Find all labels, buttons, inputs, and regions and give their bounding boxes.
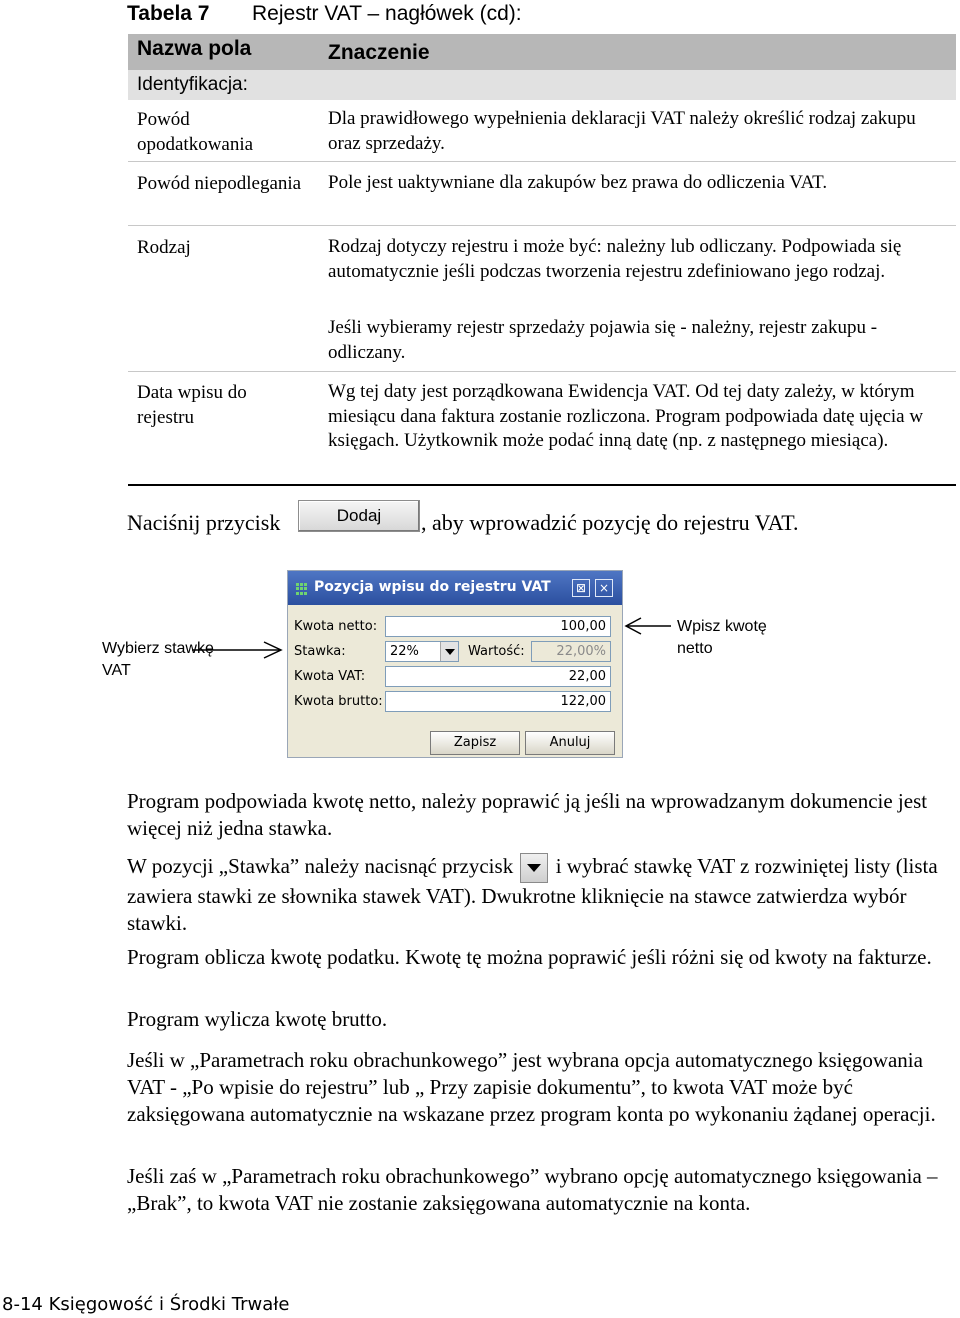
label-value: Wartość: — [468, 644, 525, 659]
paragraph-auto-posting: Jeśli w „Parametrach roku obrachunkowego” jest wybrana opcja automatycznego księgowania VAT - „Po wpisie do rejestru” lub „ Przy zapisie dokumentu”, to kwota VAT może być zaksięgowana automatycznie na wskazane przez program konta po wykonaniu żądanej operacji. — [127, 1048, 936, 1126]
grid-icon — [296, 583, 308, 595]
dropdown-arrow-icon[interactable] — [440, 642, 458, 661]
label-net: Kwota netto: — [294, 619, 378, 634]
dropdown-button-icon — [520, 853, 548, 883]
close-icon[interactable]: × — [595, 579, 613, 597]
row-divider — [128, 225, 956, 226]
paragraph-tax-calc: Program oblicza kwotę podatku. Kwotę tę można poprawić jeśli różni się od kwoty na fakturze. — [127, 945, 932, 969]
rate-value: 22% — [390, 644, 419, 659]
row-divider — [128, 371, 956, 372]
instruction-before: Naciśnij przycisk — [127, 510, 281, 535]
header-field-name: Nazwa pola — [137, 37, 252, 60]
row-desc-powod-opodatkowania: Dla prawidłowego wypełnienia deklaracji VAT należy określić rodzaj zakupu oraz sprzedaży. — [328, 108, 916, 154]
paragraph-rate-select-start: W pozycji „Stawka” należy nacisnąć przycisk — [127, 854, 514, 878]
fields-table — [128, 34, 956, 485]
dodaj-button[interactable]: Dodaj — [298, 500, 420, 532]
section-header — [128, 70, 956, 100]
table-bottom-border — [128, 484, 956, 486]
label-vat: Kwota VAT: — [294, 669, 366, 684]
gross-amount-input[interactable]: 122,00 — [385, 691, 611, 712]
row-field-powod-niepodlegania: Powód niepodlegania — [137, 173, 302, 194]
dialog-titlebar — [288, 571, 622, 605]
row-field-rodzaj: Rodzaj — [137, 237, 191, 258]
table-header — [128, 34, 956, 70]
section-label: Identyfikacja: — [137, 74, 248, 95]
vat-entry-dialog — [287, 570, 623, 758]
vat-amount-input[interactable]: 22,00 — [385, 666, 611, 687]
page-footer: 8-14 Księgowość i Środki Trwałe — [2, 1294, 290, 1315]
net-amount-input[interactable]: 100,00 — [385, 616, 611, 637]
paragraph-gross-calc: Program wylicza kwotę brutto. — [127, 1007, 388, 1031]
cancel-button[interactable]: Anuluj — [525, 731, 615, 755]
arrow-right-icon — [190, 638, 285, 662]
annotation-enter-net: Wpisz kwotę netto — [677, 618, 767, 657]
paragraph-no-posting: Jeśli zaś w „Parametrach roku obrachunkowego” wybrano opcję automatycznego księgowania – „Brak”, to kwota VAT nie zostanie zaksięgowana automatycznie na konta. — [127, 1164, 938, 1215]
paragraph-rate-select — [127, 853, 947, 937]
table-title: Rejestr VAT – nagłówek (cd): — [252, 2, 522, 25]
table-number: Tabela 7 — [127, 2, 210, 25]
rate-select[interactable] — [385, 641, 459, 662]
dialog-title: Pozycja wpisu do rejestru VAT — [314, 579, 551, 595]
row-field-powod-opodatkowania: Powód opodatkowania — [137, 109, 254, 155]
rate-value-readonly: 22,00% — [531, 641, 611, 662]
row-desc-data-wpisu: Wg tej daty jest porządkowana Ewidencja VAT. Od tej daty zależy, w którym miesiącu dana faktura zostanie rozliczona. Program podpowiada datę ujęcia w księgach. Użytkownik może podać inną datę (np. z następnego miesiąca). — [328, 381, 924, 451]
row-divider — [128, 161, 956, 162]
config-icon[interactable]: ⊠ — [572, 579, 590, 597]
header-meaning: Znaczenie — [328, 41, 430, 64]
row-desc-powod-niepodlegania: Pole jest uaktywniane dla zakupów bez prawa do odliczenia VAT. — [328, 172, 828, 193]
label-rate: Stawka: — [294, 644, 346, 659]
label-gross: Kwota brutto: — [294, 694, 383, 709]
row-desc-rodzaj-2: Jeśli wybieramy rejestr sprzedaży pojawia się - należny, rejestr zakupu - odliczany. — [328, 317, 878, 363]
row-desc-rodzaj-1: Rodzaj dotyczy rejestru i może być: należny lub odliczany. Podpowiada się automatycznie jeśli podczas tworzenia rejestru zdefiniowano jego rodzaj. — [328, 236, 902, 282]
annotation-select-rate: Wybierz stawkę VAT — [102, 640, 214, 679]
row-field-data-wpisu: Data wpisu do rejestru — [137, 382, 247, 428]
paragraph-net-hint: Program podpowiada kwotę netto, należy poprawić ją jeśli na wprowadzanym dokumencie jest więcej niż jedna stawka. — [127, 789, 928, 840]
arrow-left-icon — [623, 614, 673, 638]
save-button[interactable]: Zapisz — [430, 731, 520, 755]
paragraph-rate-select-end: i wybrać stawkę VAT z rozwiniętej listy (lista zawiera stawki ze słownika stawek VAT). Dwukrotne kliknięcie na stawce zatwierdza wybór stawki. — [127, 854, 938, 936]
instruction-after: , aby wprowadzić pozycję do rejestru VAT. — [421, 510, 799, 535]
